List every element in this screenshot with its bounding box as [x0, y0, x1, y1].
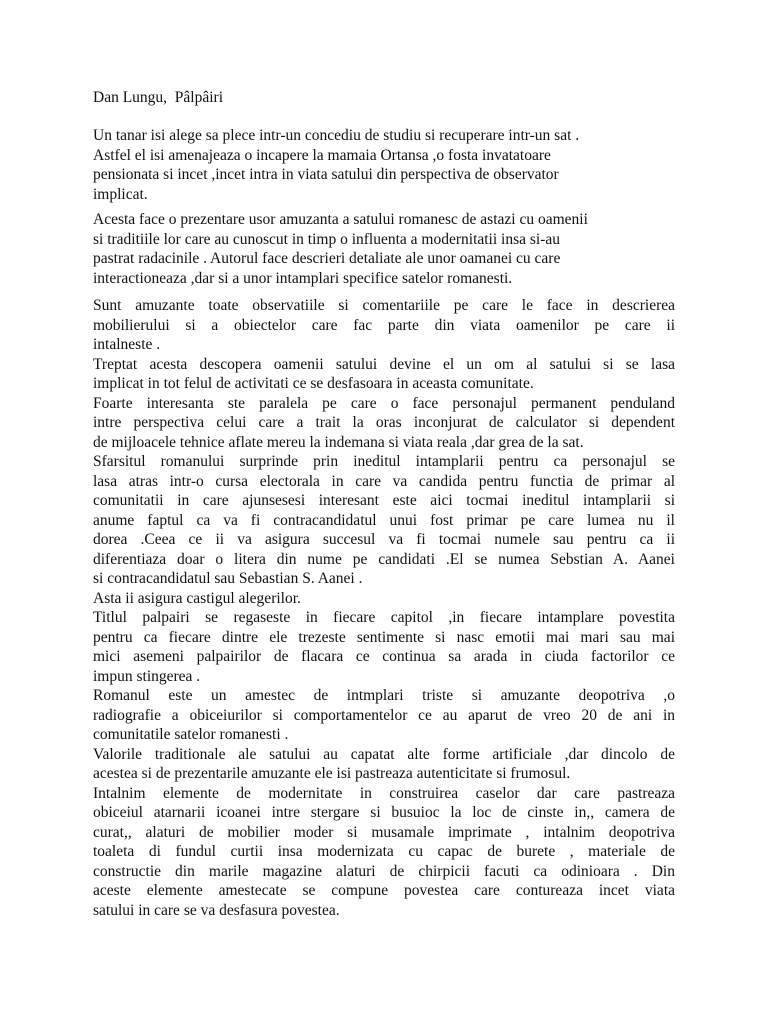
text-line: si traditiile lor care au cunoscut in timp o influenta a modernitatii insa si-au — [93, 230, 561, 248]
text-line: implicat in tot felul de activitati ce se desfasoara in aceasta comunitate. — [93, 375, 534, 392]
text-line: satului in care se va desfasura povestea. — [93, 901, 340, 919]
text-line: Treptat acesta descopera oamenii satului devine el un om al satului si se lasa — [93, 355, 675, 373]
text-line: pastrat radacinile . Autorul face descrieri detaliate ale unor oamanei cu care — [93, 250, 561, 267]
text-line: impun stingerea . — [93, 667, 201, 685]
text-line: Sfarsitul romanului surprinde prin ineditul intamplarii pentru ca personajul se — [93, 453, 675, 470]
text-line: Acesta face o prezentare usor amuzanta a satului romanesc de astazi cu oamenii — [93, 211, 588, 228]
text-line: si contracandidatul sau Sebastian S. Aanei . — [93, 570, 363, 587]
text-line: intalneste . — [93, 336, 161, 353]
text-line: radiografie a obiceiurilor si comportamentelor ce au aparut de vreo 20 de ani in — [93, 706, 675, 724]
document-page — [93, 88, 675, 920]
text-line: curat,, alaturi de mobilier moder si musamale imprimate , intalnim deopotriva — [93, 823, 675, 841]
text-line: constructie din marile magazine alaturi de chirpicii facuti ca odinioara . Din — [93, 862, 675, 880]
text-line: intre perspectiva celui care a trait la oras inconjurat de calculator si dependent — [93, 414, 675, 431]
text-line: comunitatii in care ajunsesesi interesant este aici tocmai ineditul intamplarii si — [93, 492, 675, 509]
paragraph-body — [93, 296, 675, 920]
text-line: Sunt amuzante toate observatiile si comentariile pe care le face in descrierea — [93, 297, 675, 314]
document-title: Dan Lungu, Pâlpâiri — [93, 89, 224, 106]
text-line: obiceiul atarnarii icoanei intre stergare si busuioc la loc de cinste in,, camera de — [93, 804, 675, 821]
text-line: Romanul este un amestec de intmplari triste si amuzante deopotriva ,o — [93, 687, 675, 704]
text-line: acestea si de prezentarile amuzante ele isi pastreaza autenticitate si frumosul. — [93, 765, 571, 782]
text-line: diferentiaza doar o litera din nume pe candidati .El se numea Sebstian A. Aanei — [93, 550, 675, 568]
text-line: Un tanar isi alege sa plece intr-un concediu de studiu si recuperare intr-un sat . — [93, 127, 580, 144]
text-line: mici asemeni palpairilor de flacara ce continua sa arada in ciuda factorilor ce — [93, 648, 675, 665]
text-line: Titlul palpairi se regaseste in fiecare capitol ,in fiecare intamplare povestita — [93, 609, 675, 626]
text-line: dorea .Ceea ce ii va asigura succesul va fi tocmai numele sau pentru ca ii — [93, 531, 675, 548]
text-line: Astfel el isi amenajeaza o incapere la mamaia Ortansa ,o fosta invatatoare — [93, 146, 551, 164]
text-line: anume faptul ca va fi contracandidatul unui fost primar pe care lumea nu il — [93, 511, 675, 529]
text-line: aceste elemente amestecate se compune povestea care contureaza incet viata — [93, 882, 675, 899]
text-line: Intalnim elemente de modernitate in construirea caselor dar care pastreaza — [93, 784, 675, 802]
paragraph-description — [93, 210, 675, 288]
text-line: implicat. — [93, 185, 148, 203]
text-line: interactioneaza ,dar si a unor intamplari specifice satelor romanesti. — [93, 269, 513, 287]
text-line: pensionata si incet ,incet intra in viata satului din perspectiva de observator — [93, 166, 559, 183]
text-line: de mijloacele tehnice aflate mereu la indemana si viata reala ,dar grea de la sat. — [93, 433, 584, 451]
text-line: toaleta di fundul curtii insa modernizata cu capac de burete , materiale de — [93, 843, 675, 860]
text-line: lasa atras intr-o cursa electorala in care va candida pentru functia de primar al — [93, 472, 675, 490]
text-line: comunitatile satelor romanesti . — [93, 726, 289, 743]
text-line: pentru ca fiecare dintre ele trezeste sentimente si nasc emotii mai mari sau mai — [93, 628, 675, 646]
paragraph-intro — [93, 126, 675, 204]
text-line: Foarte interesanta ste paralela pe care o face personajul permanent penduland — [93, 394, 675, 412]
text-line: mobilierului si a obiectelor care fac parte din viata oamenilor pe care ii — [93, 316, 675, 334]
text-line: Asta ii asigura castigul alegerilor. — [93, 589, 301, 607]
text-line: Valorile traditionale ale satului au capatat alte forme artificiale ,dar dincolo de — [93, 745, 675, 763]
